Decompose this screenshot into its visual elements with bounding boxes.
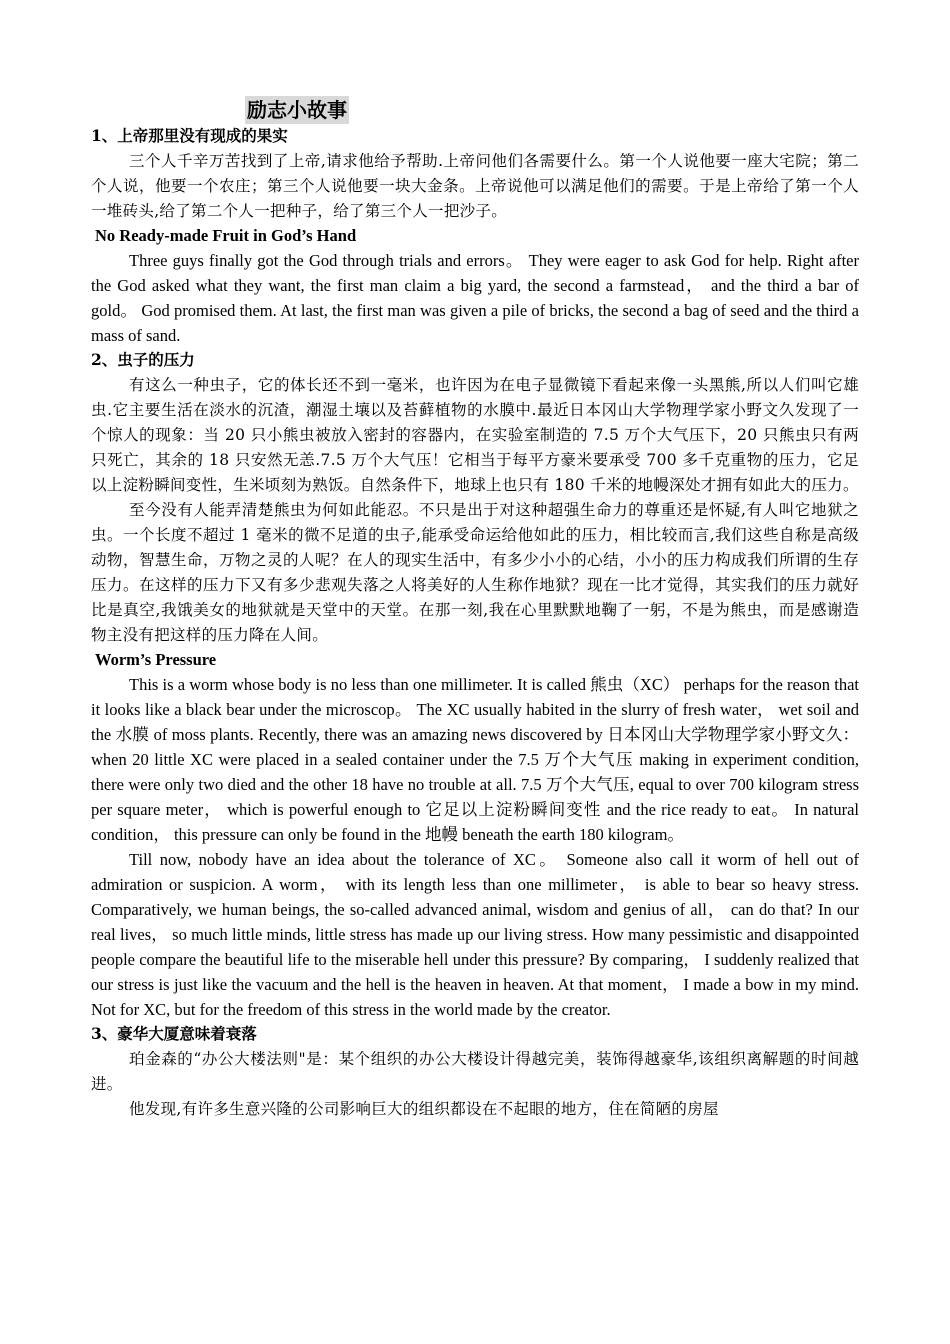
section-2-en-paragraph-1: This is a worm whose body is no less than one millimeter. It is called 熊虫（XC） perhaps for the reason that it looks like a black bear under the microscop。 The XC usually habited in the slurry of fresh water， wet soil and the 水膜 of moss plants. Recently, there was an amazing news discovered by 日本冈山大学物理学家小野文久： when 20 little XC were placed in a sealed container under the 7.5 万个大气压 making in experiment condition, there were only two died and the other 18 have no trouble at all. 7.5 万个大气压, equal to over 700 kilogram stress per square meter， which is powerful enough to 它足以上淀粉瞬间变性 and the rice ready to eat。 In natural condition， this pressure can only be found in the 地幔 beneath the earth 180 kilogram。 (91, 675, 859, 844)
section-2-en-heading: Worm’s Pressure (95, 649, 217, 669)
section-3-zh-paragraph-1: 珀金森的“办公大楼法则"是：某个组织的办公大楼设计得越完美，装饰得越豪华,该组织离解题的时间越进。 (91, 1049, 859, 1093)
section-2-heading: 2、虫子的压力 (91, 350, 195, 369)
section-2-zh-paragraph-1: 有这么一种虫子，它的体长还不到一毫米，也许因为在电子显微镜下看起来像一头黑熊,所以人们叫它雄虫.它主要生活在淡水的沉渣，潮湿土壤以及苔藓植物的水膜中.最近日本冈山大学物理学家小野文久发现了一个惊人的现象：当 20 只小熊虫被放入密封的容器内，在实验室制造的 7.5 万个大气压下，20 只熊虫只有两只死亡，其余的 18 只安然无恙.7.5 万个大气压！它相当于每平方豪米要承受 700 多千克重物的压力，它足以上淀粉瞬间变性，生米顷刻为熟饭。自然条件下，地球上也只有 180 千米的地幔深处才拥有如此大的压力。 (91, 375, 859, 494)
section-2-en-paragraph-2: Till now, nobody have an idea about the tolerance of XC。 Someone also call it worm of hell out of admiration or suspicion. A worm， with its length less than one millimeter， is able to bear so heavy stress. Comparatively, we human beings, the so-called advanced animal, wisdom and genius of all， can do that? In our real lives， so much little minds, little stress has made up our living stress. How many pessimistic and disappointed people compare the beautiful life to the miserable hell under this pressure? By comparing， I suddenly realized that our stress is just like the vacuum and the hell is the heaven in heaven. At that moment， I made a bow in my mind. Not for XC, but for the freedom of this stress in the world made by the creator. (91, 850, 859, 1019)
section-1-en-heading: No Ready-made Fruit in God’s Hand (95, 225, 357, 245)
section-3-heading: 3、豪华大厦意味着衰落 (91, 1024, 257, 1043)
section-2-zh-paragraph-2: 至今没有人能弄清楚熊虫为何如此能忍。不只是出于对这种超强生命力的尊重还是怀疑,有人叫它地狱之虫。一个长度不超过 1 毫米的微不足道的虫子,能承受命运给他如此的压力，相比较而言,我们这些自称是高级动物，智慧生命，万物之灵的人呢？在人的现实生活中，有多少小小的心结，小小的压力构成我们所谓的生存压力。在这样的压力下又有多少悲观失落之人将美好的人生称作地狱？现在一比才觉得，其实我们的压力就好比是真空,我饿美女的地狱就是天堂中的天堂。在那一刻,我在心里默默地鞠了一躬，不是为熊虫，而是感谢造物主没有把这样的压力降在人间。 (91, 500, 859, 644)
page-title: 励志小故事 (247, 98, 347, 122)
section-1-heading: 1、上帝那里没有现成的果实 (91, 126, 288, 145)
section-1-zh-paragraph: 三个人千辛万苦找到了上帝,请求他给予帮助.上帝问他们各需要什么。第一个人说他要一座大宅院；第二个人说，他要一个农庄；第三个人说他要一块大金条。上帝说他可以满足他们的需要。于是上帝给了第一个人一堆砖头,给了第二个人一把种子，给了第三个人一把沙子。 (91, 151, 859, 220)
section-3-zh-paragraph-2: 他发现,有许多生意兴隆的公司影响巨大的组织都设在不起眼的地方，住在简陋的房屋 (129, 1099, 719, 1118)
section-1-en-paragraph: Three guys finally got the God through trials and errors。 They were eager to ask God for help. Right after the God asked what they want, the first man claim a big yard, the second a farmstead， and the third a bar of gold。 God promised them. At last, the first man was given a pile of bricks, the second a bag of seed and the third a mass of sand. (91, 251, 859, 345)
